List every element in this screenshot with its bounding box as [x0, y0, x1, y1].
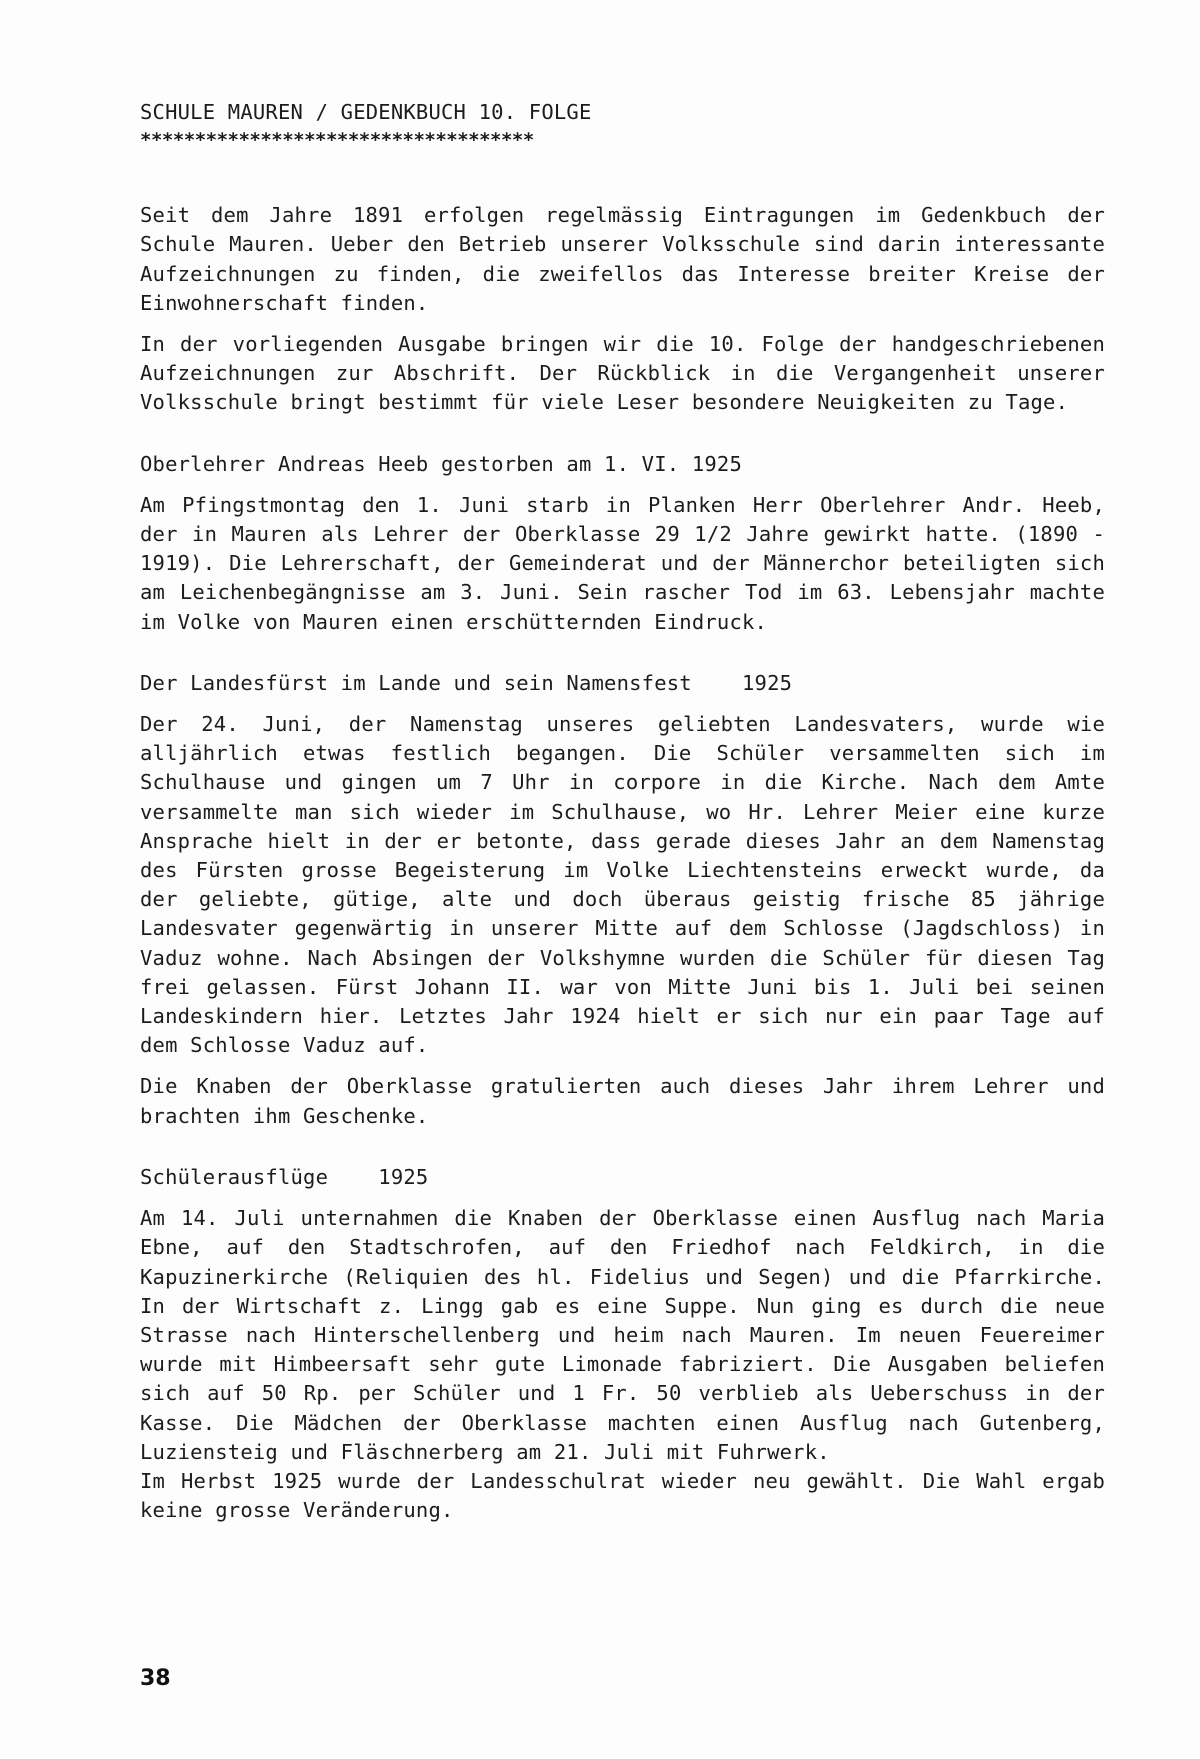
section-title-landesfuerst: Der Landesfürst im Lande und sein Namensfest 1925 — [140, 670, 793, 695]
section-title-ausfluege: Schülerausflüge 1925 — [140, 1164, 429, 1189]
intro-paragraph-1: Seit dem Jahre 1891 erfolgen regelmässig Eintragungen im Gedenkbuch der Schule Mauren. Ueber den Betrieb unserer Volksschule sind darin interessante Aufzeichnungen zu finden, die zweifellos das Interesse breiter Kreise der Einwohnerschaft finden. — [140, 203, 1105, 315]
section-landesfuerst-paragraph-2: Die Knaben der Oberklasse gratulierten auch dieses Jahr ihrem Lehrer und brachten ihm Geschenke. — [140, 1074, 1105, 1128]
intro-paragraph-2: In der vorliegenden Ausgabe bringen wir die 10. Folge der handgeschriebenen Aufzeichnungen zur Abschrift. Der Rückblick in die Vergangenheit unserer Volksschule bringt bestimmt für viele Leser besondere Neuigkeiten zu Tage. — [140, 332, 1105, 415]
spacer — [140, 430, 1105, 450]
document-body — [140, 98, 1105, 1537]
section-title-heeb: Oberlehrer Andreas Heeb gestorben am 1. VI. 1925 — [140, 451, 743, 476]
page-number: 38 — [140, 1666, 171, 1691]
spacer — [140, 153, 1105, 201]
spacer — [140, 1143, 1105, 1163]
section-heeb-paragraph: Am Pfingstmontag den 1. Juni starb in Planken Herr Oberlehrer Andr. Heeb, der in Mauren als Lehrer der Oberklasse 29 1/2 Jahre gewirkt hatte. (1890 - 1919). Die Lehrerschaft, der Gemeinderat und der Männerchor beteiligten sich am Leichenbegängnisse am 3. Juni. Sein rascher Tod im 63. Lebensjahr machte im Volke von Mauren einen erschütternden Eindruck. — [140, 492, 1105, 634]
section-ausfluege-paragraph-2: Im Herbst 1925 wurde der Landesschulrat wieder neu gewählt. Die Wahl ergab keine grosse Veränderung. — [140, 1468, 1105, 1523]
page-header-title: SCHULE MAUREN / GEDENKBUCH 10. FOLGE — [140, 100, 592, 124]
spacer — [140, 649, 1105, 669]
header-divider-stars: ************************************ — [140, 129, 534, 152]
section-landesfuerst-paragraph-1: Der 24. Juni, der Namenstag unseres geliebten Landesvaters, wurde wie alljährlich etwas festlich begangen. Die Schüler versammelten sich im Schulhause und gingen um 7 Uhr in corpore in die Kirche. Nach dem Amte versammelte man sich wieder im Schulhause, wo Hr. Lehrer Meier eine kurze Ansprache hielt in der er betonte, dass gerade dieses Jahr an dem Namenstag des Fürsten grosse Begeisterung im Volke Liechtensteins erweckt wurde, da der geliebte, gütige, alte und doch überaus geistig frische 85 jährige Landesvater gegenwärtig in unserer Mitte auf dem Schlosse (Jagdschloss) in Vaduz wohne. Nach Absingen der Volkshymne wurden die Schüler für diesen Tag frei gelassen. Fürst Johann II. war von Mitte Juni bis 1. Juli bei seinen Landeskindern hier. Letztes Jahr 1924 hielt er sich nur ein paar Tage auf dem Schlosse Vaduz auf. — [140, 712, 1105, 1058]
section-ausfluege-paragraph-1: Am 14. Juli unternahmen die Knaben der Oberklasse einen Ausflug nach Maria Ebne, auf den Stadtschrofen, auf den Friedhof nach Feldkirch, in die Kapuzinerkirche (Reliquien des hl. Fidelius und Segen) und die Pfarrkirche. In der Wirtschaft z. Lingg gab es eine Suppe. Nun ging es durch die neue Strasse nach Hinterschellenberg und heim nach Mauren. Im neuen Feuereimer wurde mit Himbeersaft sehr gute Limonade fabriziert. Die Ausgaben beliefen sich auf 50 Rp. per Schüler und 1 Fr. 50 verblieb als Ueberschuss in der Kasse. Die Mädchen der Oberklasse machten einen Ausflug nach Gutenberg, Luziensteig und Fläschnerberg am 21. Juli mit Fuhrwerk. — [140, 1206, 1105, 1464]
